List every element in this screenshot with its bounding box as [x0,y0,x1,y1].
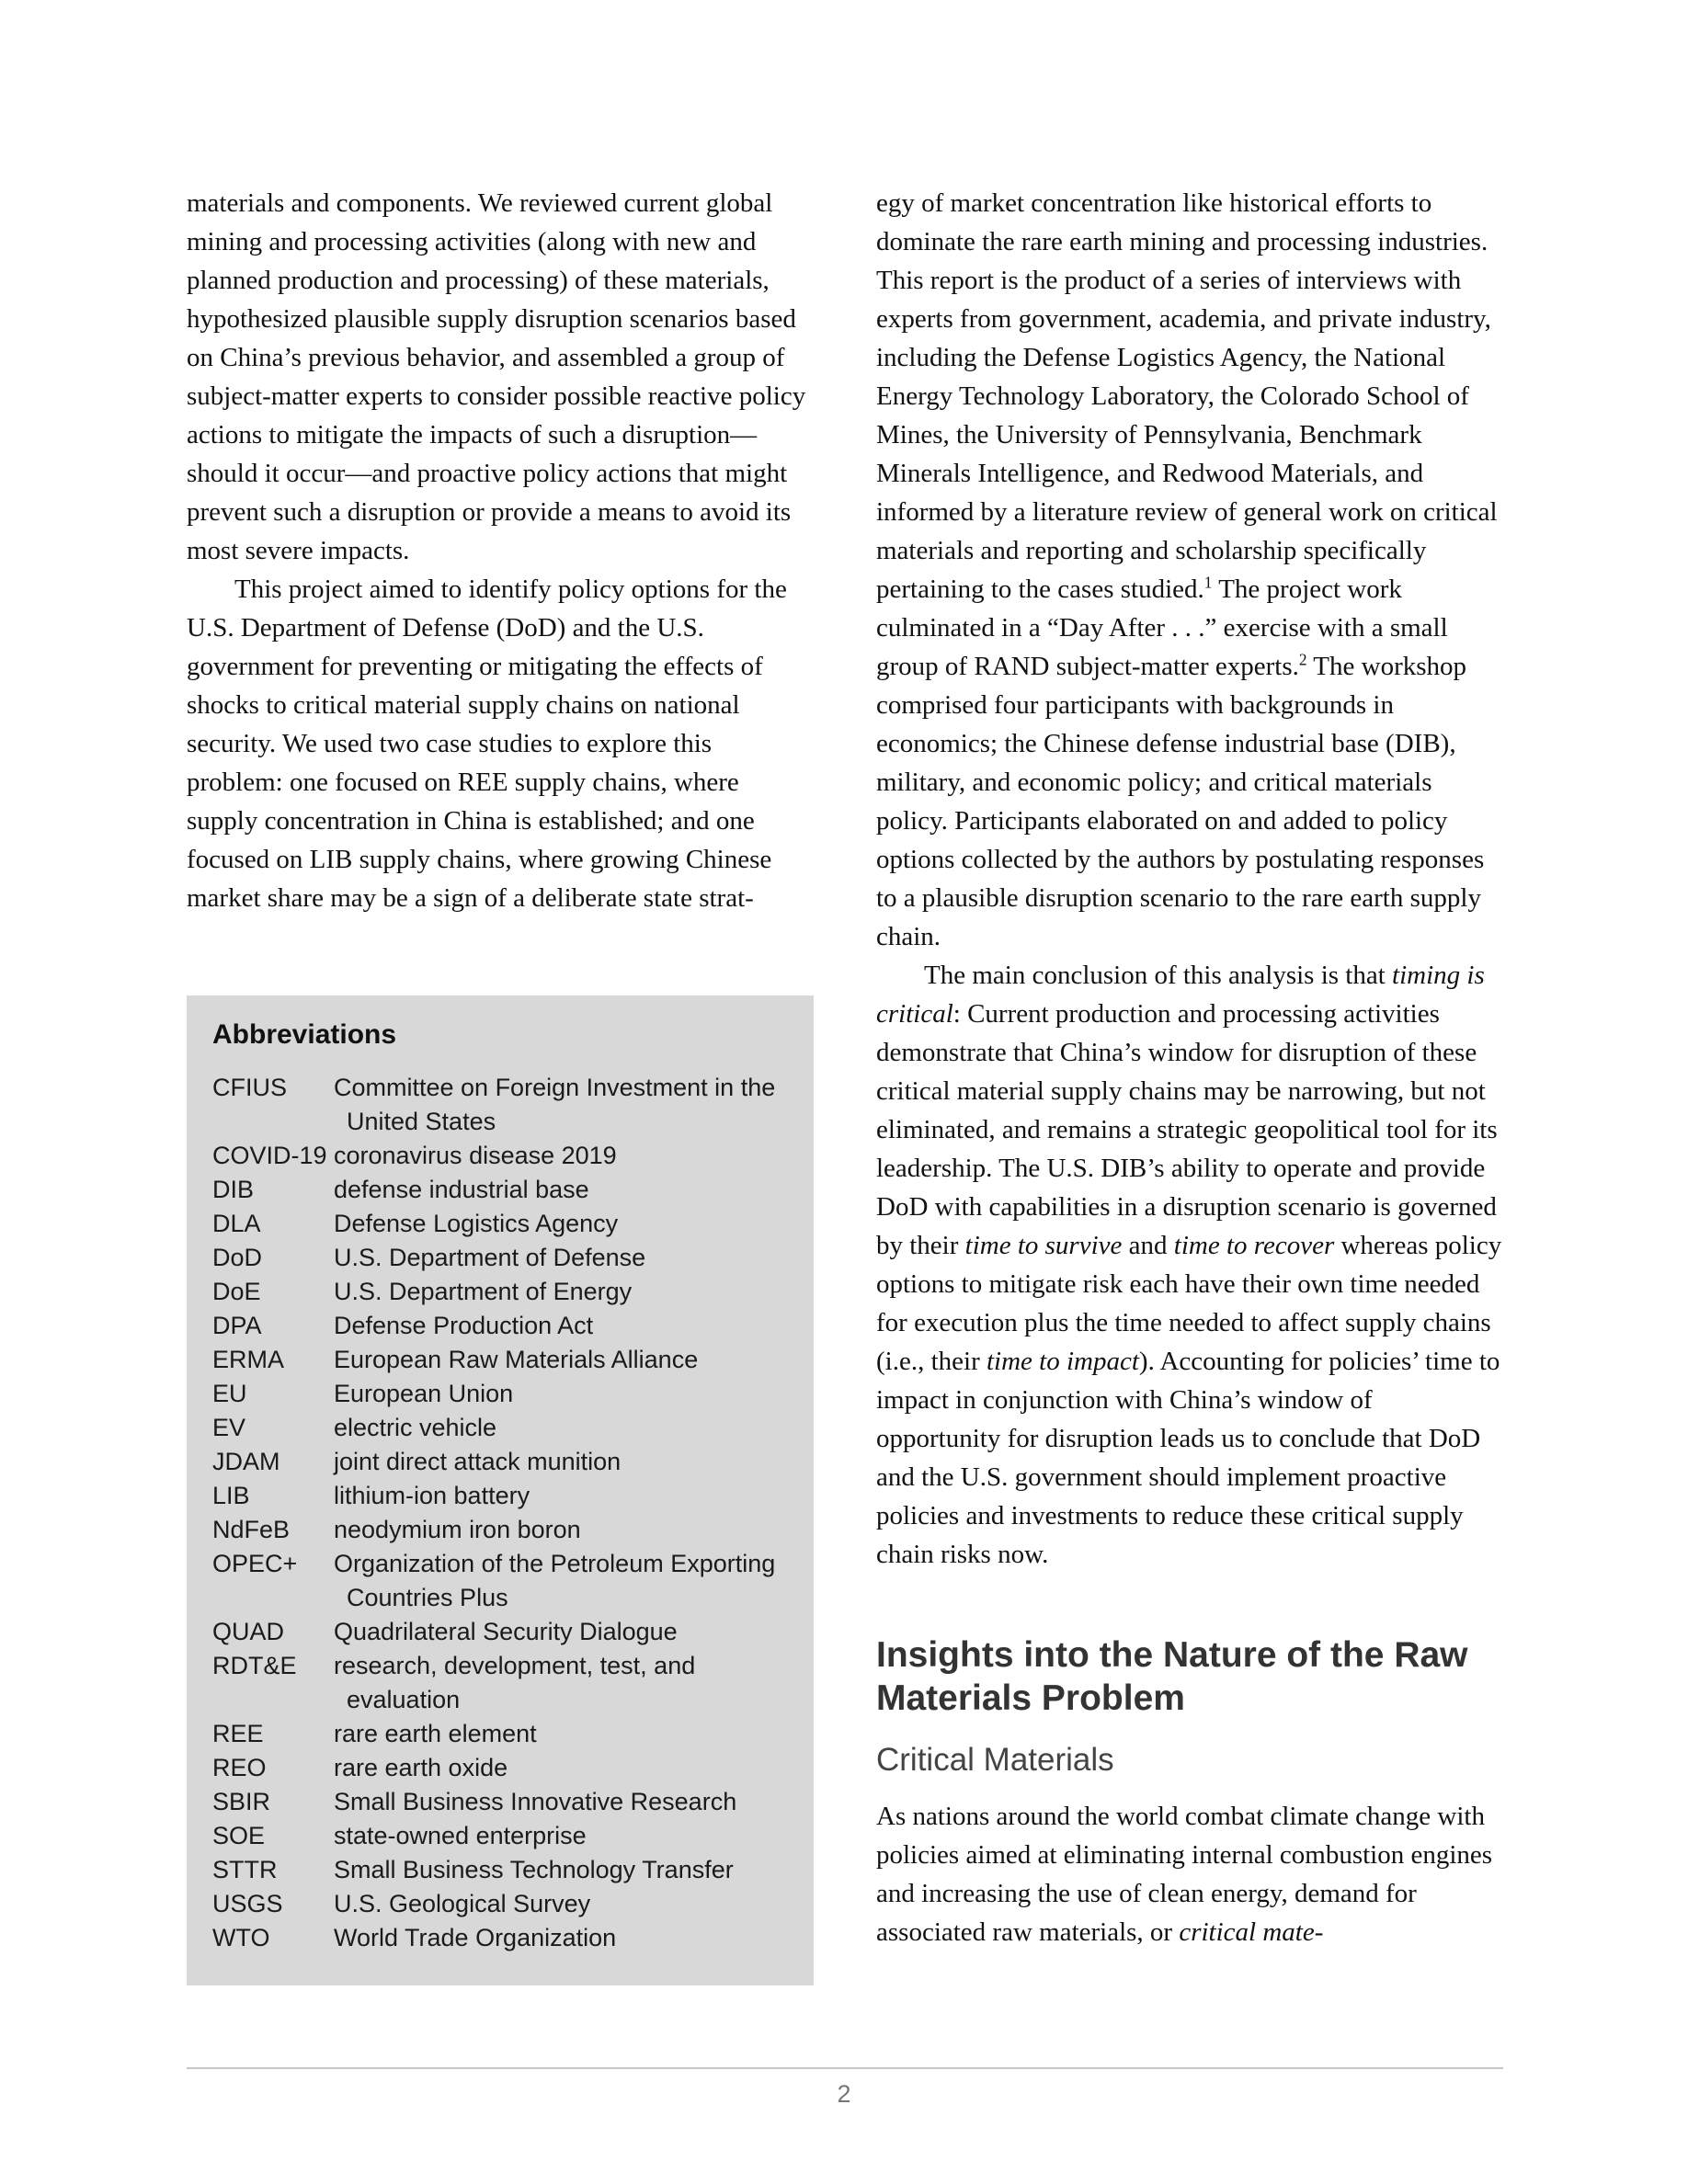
text-run: egy of market concentration like historical efforts to dominate the rare earth mining and processing industries. This report is the product of a series of interviews with experts from government, academia, and private industry, including the Defense Logistics Agency, the National Energy Technology Laboratory, the Colorado School of Mines, the University of Pennsylvania, Benchmark Minerals Intelligence, and Redwood Materials, and informed by a literature review of general work on critical materials and reporting and scholarship specifically pertaining to the cases studied. [876,188,1498,604]
abbreviation-term: NdFeB [212,1516,291,1543]
subsection-heading: Critical Materials [876,1742,1114,1778]
body-paragraph [876,1797,1503,1951]
abbreviation-row [212,1547,788,1615]
emphasis: timing is critical [876,961,1485,1029]
abbreviation-definition: defense industrial base [334,1176,589,1203]
body-paragraph [876,956,1503,1574]
abbreviation-definition: coronavirus disease 2019 [334,1142,617,1169]
abbreviation-definition: lithium-ion battery [334,1482,530,1509]
abbreviation-row [212,1751,788,1785]
abbreviation-definition: joint direct attack munition [334,1448,622,1475]
text-run: The workshop comprised four participants with backgrounds in economics; the Chinese defense industrial base (DIB), military, and economic policy; and critical materials policy. Participants elaborated on and added to policy options collected by the authors by postulating responses to a plausible disruption scenario to the rare earth supply chain. [876,652,1485,951]
abbreviation-row [212,1377,788,1411]
section-heading: Insights into the Nature of the Raw Materials Problem [876,1635,1468,1718]
abbreviation-row [212,1479,788,1513]
abbreviation-term: QUAD [212,1618,285,1645]
abbreviation-row [212,1139,788,1173]
abbreviations-list [212,1071,788,1955]
text-run: The project work culminated in a “Day After . . .” exercise with a small group of RAND subject-matter experts. [876,574,1448,681]
abbreviation-definition: World Trade Organization [334,1924,617,1951]
abbreviation-definition: European Union [334,1380,514,1407]
abbreviation-definition: research, development, test, and evaluation [334,1652,696,1713]
abbreviation-term: DLA [212,1210,261,1237]
abbreviation-term: REE [212,1720,264,1747]
text-run: As nations around the world combat climate change with policies aimed at eliminating internal combustion engines and increasing the use of clean energy, demand for associated raw materials, or [876,1802,1493,1947]
abbreviation-row [212,1309,788,1343]
abbreviation-definition: neodymium iron boron [334,1516,581,1543]
abbreviation-row [212,1411,788,1445]
emphasis: time to impact [986,1347,1139,1376]
footer-divider [187,2067,1503,2069]
abbreviation-term: USGS [212,1890,283,1917]
abbreviation-row [212,1241,788,1275]
abbreviation-row [212,1343,788,1377]
page-number: 2 [837,2080,851,2108]
abbreviation-definition: state-owned enterprise [334,1822,587,1849]
left-column [187,184,814,917]
abbreviation-term: ERMA [212,1346,285,1373]
abbreviation-definition: Defense Production Act [334,1312,594,1339]
text-run: and [1122,1231,1174,1260]
abbreviation-row [212,1173,788,1207]
abbreviation-definition: U.S. Department of Energy [334,1278,633,1305]
body-paragraph [876,184,1503,956]
abbreviation-definition: European Raw Materials Alliance [334,1346,699,1373]
abbreviation-row [212,1853,788,1887]
abbreviation-row [212,1071,788,1139]
abbreviations-title: Abbreviations [212,1019,397,1050]
abbreviation-definition: Committee on Foreign Investment in the United States [334,1074,776,1135]
abbreviation-row [212,1513,788,1547]
abbreviation-definition: rare earth oxide [334,1754,508,1781]
body-paragraph: materials and components. We reviewed current global mining and processing activities (along with new and planned production and processing) of these materials, hypothesized plausible supply disruption scenarios based on China’s previous behavior, and assembled a group of subject-matter experts to consider possible reactive policy actions to mitigate the impacts of such a disruption—should it occur—and proactive policy actions that might prevent such a disruption or provide a means to avoid its most severe impacts. [187,188,806,565]
abbreviation-definition: Quadrilateral Security Dialogue [334,1618,678,1645]
abbreviation-row [212,1785,788,1819]
abbreviation-term: SOE [212,1822,266,1849]
abbreviation-term: DoD [212,1244,263,1271]
abbreviation-definition: Defense Logistics Agency [334,1210,619,1237]
abbreviation-row [212,1615,788,1649]
abbreviation-term: EV [212,1414,246,1441]
abbreviation-term: RDT&E [212,1652,297,1679]
abbreviation-definition: electric vehicle [334,1414,497,1441]
abbreviation-term: JDAM [212,1448,280,1475]
footnote-ref[interactable]: 1 [1203,573,1213,592]
abbreviation-term: REO [212,1754,267,1781]
text-run: ). Accounting for policies’ time to impact in conjunction with China’s window of opportunity for disruption leads us to conclude that DoD and the U.S. government should implement proactive policies and investments to reduce these critical supply chain risks now. [876,1347,1500,1569]
abbreviation-definition: rare earth element [334,1720,537,1747]
abbreviation-definition: Small Business Technology Transfer [334,1856,734,1883]
abbreviation-term: EU [212,1380,247,1407]
abbreviation-term: DIB [212,1176,255,1203]
abbreviation-term: CFIUS [212,1074,287,1101]
text-run: : Current production and processing activities demonstrate that China’s window for disruption of these critical material supply chains may be narrowing, but not eliminated, and remains a strategic geopolitical tool for its leadership. The U.S. DIB’s ability to operate and provide DoD with capabilities in a disruption scenario is governed by their [876,999,1498,1260]
abbreviation-row [212,1275,788,1309]
abbreviation-row [212,1445,788,1479]
abbreviation-term: LIB [212,1482,250,1509]
abbreviation-definition: Organization of the Petroleum Exporting Countries Plus [334,1550,776,1611]
abbreviation-definition: U.S. Department of Defense [334,1244,646,1271]
abbreviation-row [212,1649,788,1717]
emphasis: time to survive [964,1231,1123,1260]
emphasis: critical mate- [1179,1917,1324,1947]
abbreviation-term: DPA [212,1312,262,1339]
abbreviation-term: WTO [212,1924,270,1951]
abbreviation-definition: Small Business Innovative Research [334,1788,737,1815]
text-run: The main conclusion of this analysis is that [924,961,1393,990]
abbreviation-row [212,1717,788,1751]
text-run: whereas policy options to mitigate risk each have their own time needed for execution plus the time needed to affect supply chains (i.e., their [876,1231,1502,1376]
body-paragraph: This project aimed to identify policy options for the U.S. Department of Defense (DoD) and the U.S. government for preventing or mitigating the effects of shocks to critical material supply chains on national security. We used two case studies to explore this problem: one focused on REE supply chains, where supply concentration in China is established; and one focused on LIB supply chains, where growing Chinese market share may be a sign of a deliberate state strat- [187,574,787,913]
emphasis: time to recover [1173,1231,1335,1260]
abbreviation-term: SBIR [212,1788,271,1815]
abbreviation-definition: U.S. Geological Survey [334,1890,591,1917]
abbreviations-box [187,995,814,1985]
abbreviation-term: STTR [212,1856,278,1883]
footnote-ref[interactable]: 2 [1298,650,1307,669]
abbreviation-row [212,1921,788,1955]
abbreviation-term: COVID-19 [212,1142,327,1169]
abbreviation-row [212,1887,788,1921]
abbreviation-term: DoE [212,1278,261,1305]
abbreviation-row [212,1819,788,1853]
right-column [876,184,1503,1951]
abbreviation-row [212,1207,788,1241]
abbreviation-term: OPEC+ [212,1550,298,1577]
